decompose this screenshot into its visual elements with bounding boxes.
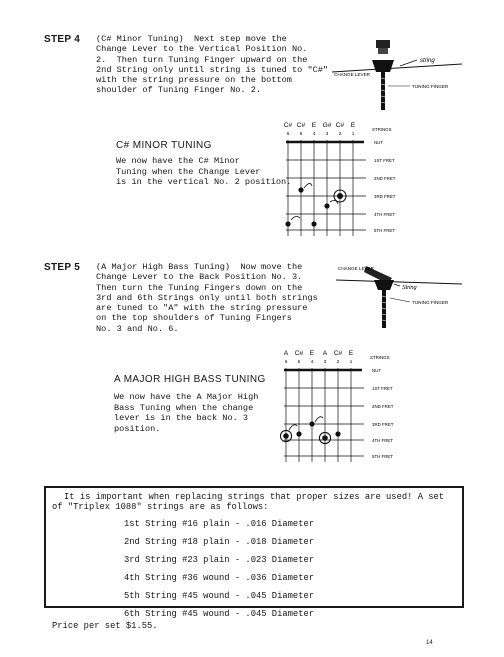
strings-intro-line: of "Triplex 1088" strings are as follows: [52, 502, 269, 513]
fret-lines [284, 388, 364, 456]
string-size-name: 5th String #45 wound [124, 590, 235, 601]
fret-label: 1ST FRET [374, 158, 395, 163]
string-size-diameter: - .045 Diameter [234, 590, 315, 601]
strings-label: STRINGS [372, 127, 392, 132]
price-line: Price per set $1.55. [52, 620, 158, 631]
fret-labels [374, 158, 396, 233]
step-4-instructions [96, 34, 328, 96]
string-number: 2 [336, 359, 340, 364]
fret-label: 2ND FRET [372, 404, 394, 409]
string-size-name: 3rd String #23 plain [124, 554, 235, 565]
string-note-label: A [283, 350, 289, 357]
string-size-name: 1st String #16 plain [124, 518, 235, 529]
string-note-label: E [311, 122, 317, 129]
finger-dot [309, 421, 314, 426]
step-5-line: 3rd and 6th Strings only until both strings [96, 292, 318, 303]
description-line: Bass Tuning when the change [114, 402, 254, 413]
step-4-line: with the string pressure on the bottom [96, 75, 292, 86]
step-5-line: on the top shoulders of Tuning Fingers [96, 313, 292, 324]
step-4-line: shoulder of Tuning Finger No. 2. [96, 85, 262, 96]
step-4-line: 2. Then turn Tuning Finger upward on the [96, 54, 308, 65]
string-number: 6 [284, 359, 288, 364]
step-5-line: Change Lever to the Back Position No. 3. [96, 272, 303, 283]
string-note-label: E [348, 350, 354, 357]
change-lever-label: CHANGE LEVER [334, 72, 370, 77]
string-numbers [285, 359, 353, 364]
string-label: string [420, 58, 435, 64]
fret-lines [286, 160, 366, 230]
string-note-label: E [309, 350, 315, 357]
step-5-line: No. 3 and No. 6. [96, 323, 179, 334]
string-numbers [287, 131, 355, 136]
string-size-diameter: - .023 Diameter [234, 554, 315, 565]
a-major-title: A MAJOR HIGH BASS TUNING [114, 374, 266, 385]
guitar-string-line [336, 280, 462, 284]
fret-label: 5TH FRET [372, 454, 393, 459]
string-note-labels [284, 350, 354, 357]
step-5-line: Then turn the Tuning Fingers down on the [96, 282, 303, 293]
description-line: position. [114, 423, 161, 434]
description-line: We now have the C# Minor [116, 156, 240, 166]
step-4-line: (C# Minor Tuning) Next step move the [96, 34, 287, 44]
step-5-label: STEP 5 [44, 262, 81, 273]
step-5-line: are tuned to "A" with the string pressure [96, 303, 308, 314]
finger-dot [296, 431, 301, 436]
csharp-minor-fretboard-chart [282, 118, 400, 240]
string-note-labels [284, 122, 356, 129]
string-size-row [124, 585, 456, 603]
string-size-row [124, 531, 456, 549]
string-note-label: E [350, 122, 356, 129]
tuning-finger-body [372, 60, 394, 72]
string-size-row [124, 513, 456, 531]
finger-dot [322, 435, 328, 441]
string-note-label: C# [294, 350, 304, 357]
fret-label: 3RD FRET [372, 422, 394, 427]
string-note-label: C# [296, 122, 306, 129]
string-number: 6 [286, 131, 290, 136]
description-line: We now have the A Major High [114, 392, 259, 402]
string-note-label: C# [335, 122, 345, 129]
step-4-line: Change Lever to the Vertical Position No. [96, 44, 308, 55]
string-size-name: 6th String #45 wound [124, 608, 235, 619]
strings-label: STRINGS [370, 355, 390, 360]
change-lever-label: CHANGE LEVER [338, 266, 374, 271]
tuning-finger-label: TUNING FINGER [412, 300, 449, 305]
pointer-arrow [304, 183, 312, 188]
string-size-name: 4th String #36 wound [124, 572, 235, 583]
string-size-name: 2nd String #18 plain [124, 536, 235, 547]
string-note-label: G# [322, 122, 332, 129]
fret-label: 1ST FRET [372, 386, 393, 391]
string-lines [286, 368, 351, 462]
step-4-line: 2nd String only until string is tuned to "C#" [96, 64, 329, 75]
finger-dot [283, 433, 289, 439]
csharp-minor-title: C# MINOR TUNING [116, 140, 212, 151]
string-number: 3 [325, 131, 329, 136]
string-lines [288, 140, 353, 236]
change-lever-knob [376, 40, 390, 48]
tuning-finger-label: TUNING FINGER [412, 84, 449, 89]
string-size-row [124, 549, 456, 567]
string-number: 1 [351, 131, 355, 136]
string-size-row [124, 567, 456, 585]
finger-dot [285, 221, 290, 226]
fret-label: 4TH FRET [374, 212, 395, 217]
strings-size-list [52, 513, 456, 621]
string-sizes-box [44, 486, 464, 631]
string-note-label: C# [333, 350, 343, 357]
string-number: 4 [310, 359, 314, 364]
string-label: String [402, 285, 417, 291]
fret-label: 3RD FRET [374, 194, 396, 199]
fret-label: 5TH FRET [374, 228, 395, 233]
a-major-description [114, 392, 258, 434]
string-number: 4 [312, 131, 316, 136]
pointer-arrow [291, 216, 300, 220]
string-number: 1 [349, 359, 353, 364]
string-note-label: A [322, 350, 328, 357]
guitar-string-line [332, 64, 462, 72]
step-5-instructions [96, 262, 318, 334]
step-5-tuning-finger-diagram [336, 262, 462, 332]
step-4-tuning-finger-diagram [332, 34, 462, 114]
finger-dot [337, 193, 343, 199]
nut-label: NUT [374, 140, 384, 145]
page-number: 14 [426, 640, 433, 646]
finger-dot [335, 431, 340, 436]
description-line: is in the vertical No. 2 position. [116, 177, 292, 188]
step-5-line: (A Major High Bass Tuning) Now move the [96, 262, 303, 272]
string-size-diameter: - .018 Diameter [234, 536, 315, 547]
fret-labels [372, 386, 394, 459]
finger-dot [298, 187, 303, 192]
finger-dot [324, 203, 329, 208]
lever-collar [378, 48, 388, 54]
string-size-diameter: - .036 Diameter [234, 572, 315, 583]
nut-label: NUT [372, 368, 382, 373]
string-number: 5 [299, 131, 303, 136]
strings-intro-line: It is important when replacing strings that proper sizes are used! A set [64, 492, 445, 502]
description-line: lever is in the back No. 3 [114, 413, 249, 424]
finger-dots [285, 187, 329, 226]
string-size-row [124, 603, 456, 621]
fret-label: 2ND FRET [374, 176, 396, 181]
step-4-label: STEP 4 [44, 34, 81, 45]
a-major-fretboard-chart [280, 346, 400, 466]
string-number: 3 [323, 359, 327, 364]
pointer-arrow [289, 425, 297, 430]
csharp-minor-description [116, 156, 291, 188]
string-size-diameter: - .045 Diameter [234, 608, 315, 619]
string-size-diameter: - .016 Diameter [234, 518, 315, 529]
pointer-arrow [315, 417, 323, 422]
tuning-finger-body [374, 280, 394, 290]
finger-dot [311, 221, 316, 226]
description-line: Tuning when the Change Lever [116, 166, 261, 177]
string-number: 5 [297, 359, 301, 364]
string-number: 2 [338, 131, 342, 136]
fret-label: 4TH FRET [372, 438, 393, 443]
string-note-label: C# [283, 122, 293, 129]
